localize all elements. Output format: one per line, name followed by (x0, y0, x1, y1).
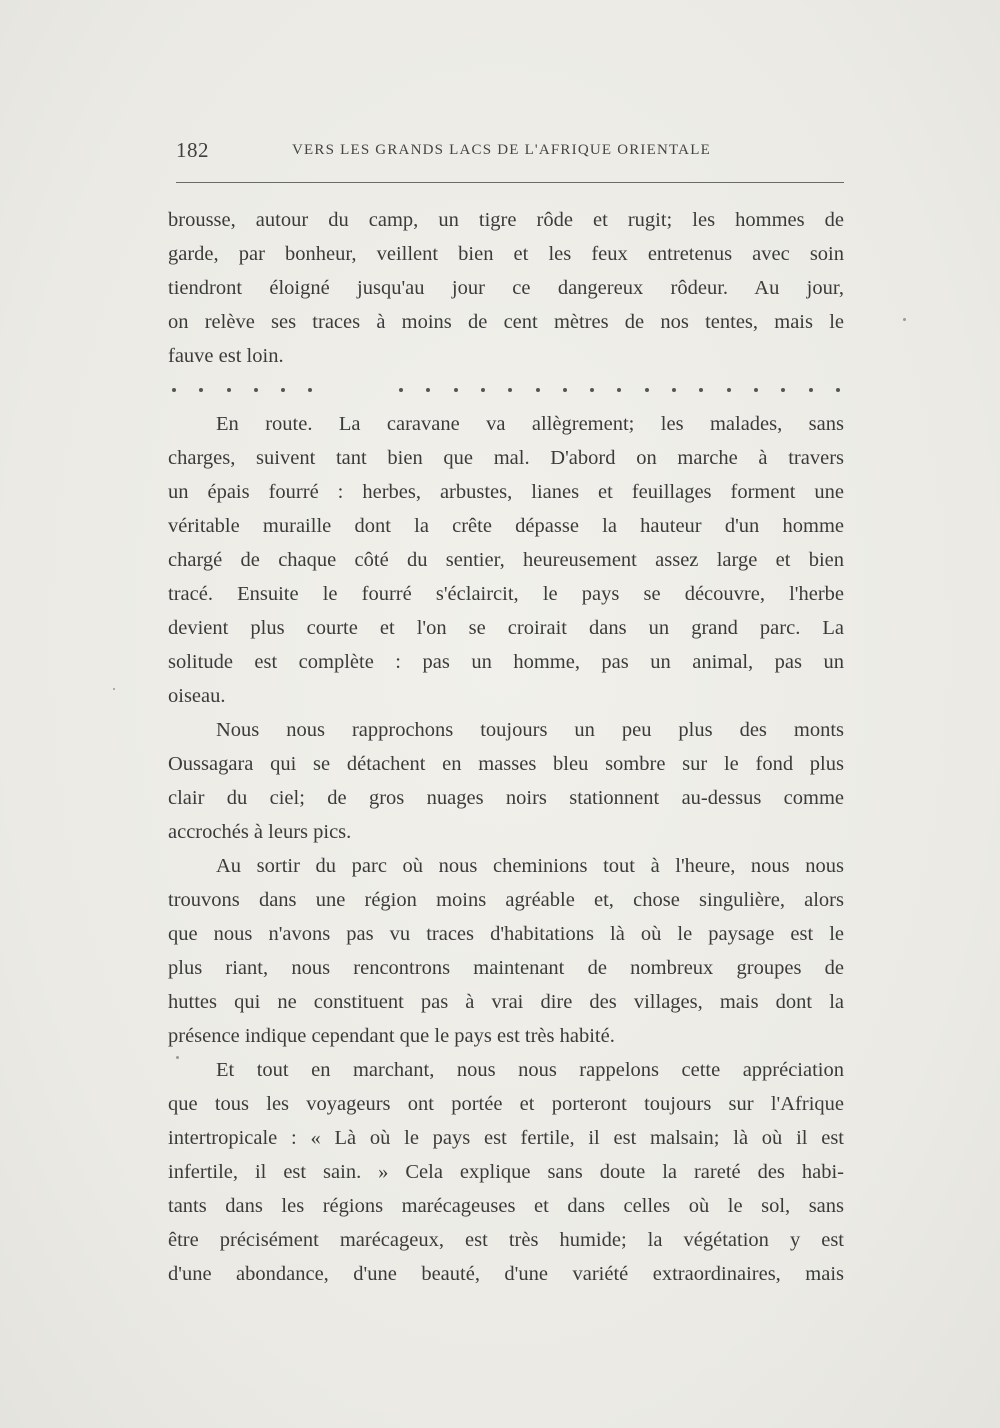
separator-dot (172, 388, 176, 392)
separator-dot (727, 388, 731, 392)
body-text (168, 203, 844, 1291)
text-line: que nous n'avons pas vu traces d'habitations là où le paysage est le (168, 923, 844, 945)
text-line: tracé. Ensuite le fourré s'éclaircit, le pays se découvre, l'herbe (168, 583, 844, 605)
text-line: huttes qui ne constituent pas à vrai dire des villages, mais dont la (168, 991, 844, 1013)
text-line: on relève ses traces à moins de cent mètres de nos tentes, mais le (168, 311, 844, 333)
text-line: oiseau. (168, 685, 226, 707)
separator-dot (563, 388, 567, 392)
text-line: solitude est complète : pas un homme, pas un animal, pas un (168, 651, 844, 673)
page-header (176, 138, 844, 168)
paper-speck (176, 1056, 179, 1059)
text-line: tiendront éloigné jusqu'au jour ce dangereux rôdeur. Au jour, (168, 277, 844, 299)
paragraph (168, 1053, 844, 1291)
paragraph (168, 713, 844, 849)
text-line: être précisément marécageux, est très humide; la végétation y est (168, 1229, 844, 1251)
text-line: Au sortir du parc où nous cheminions tout à l'heure, nous nous (216, 855, 844, 877)
text-line: accrochés à leurs pics. (168, 821, 352, 843)
separator-dot (781, 388, 785, 392)
text-line: En route. La caravane va allègrement; les malades, sans (216, 413, 844, 435)
separator-dot (699, 388, 703, 392)
separator-dot (672, 388, 676, 392)
text-line: véritable muraille dont la crête dépasse la hauteur d'un homme (168, 515, 844, 537)
separator-dot (645, 388, 649, 392)
separator-dot (227, 388, 231, 392)
paragraph (168, 849, 844, 1053)
separator-dot (281, 388, 285, 392)
separator-dot (399, 388, 403, 392)
text-line: Nous nous rapprochons toujours un peu plus des monts (216, 719, 844, 741)
paragraph (168, 203, 844, 373)
text-line: garde, par bonheur, veillent bien et les feux entretenus avec soin (168, 243, 844, 265)
text-line: plus riant, nous rencontrons maintenant de nombreux groupes de (168, 957, 844, 979)
separator-dot (590, 388, 594, 392)
paper-speck (113, 688, 115, 690)
text-line: infertile, il est sain. » Cela explique sans doute la rareté des habi- (168, 1161, 844, 1183)
text-line: Et tout en marchant, nous nous rappelons cette appréciation (216, 1059, 844, 1081)
separator-dot (809, 388, 813, 392)
paper-speck (903, 318, 906, 321)
text-line: clair du ciel; de gros nuages noirs stationnent au-dessus comme (168, 787, 844, 809)
text-line: un épais fourré : herbes, arbustes, lianes et feuillages forment une (168, 481, 844, 503)
text-line: fauve est loin. (168, 345, 284, 367)
dotted-separator (168, 373, 844, 407)
separator-dot (254, 388, 258, 392)
header-rule (176, 182, 844, 183)
text-line: charges, suivent tant bien que mal. D'abord on marche à travers (168, 447, 844, 469)
text-line: trouvons dans une région moins agréable et, chose singulière, alors (168, 889, 844, 911)
running-title: VERS LES GRANDS LACS DE L'AFRIQUE ORIENTALE (292, 142, 711, 158)
paragraph (168, 407, 844, 713)
text-line: d'une abondance, d'une beauté, d'une variété extraordinaires, mais (168, 1263, 844, 1285)
separator-dot (308, 388, 312, 392)
text-line: tants dans les régions marécageuses et dans celles où le sol, sans (168, 1195, 844, 1217)
separator-dot (426, 388, 430, 392)
separator-dot (454, 388, 458, 392)
text-line: intertropicale : « Là où le pays est fertile, il est malsain; là où il est (168, 1127, 844, 1149)
text-line: présence indique cependant que le pays est très habité. (168, 1025, 615, 1047)
separator-dot (199, 388, 203, 392)
page-number: 182 (176, 138, 209, 162)
text-line: devient plus courte et l'on se croirait dans un grand parc. La (168, 617, 844, 639)
separator-dot (754, 388, 758, 392)
separator-dot (481, 388, 485, 392)
text-line: brousse, autour du camp, un tigre rôde et rugit; les hommes de (168, 209, 844, 231)
separator-dot (508, 388, 512, 392)
separator-dot (836, 388, 840, 392)
text-line: que tous les voyageurs ont portée et porteront toujours sur l'Afrique (168, 1093, 844, 1115)
separator-dot (617, 388, 621, 392)
separator-dot (536, 388, 540, 392)
text-line: chargé de chaque côté du sentier, heureusement assez large et bien (168, 549, 844, 571)
text-line: Oussagara qui se détachent en masses bleu sombre sur le fond plus (168, 753, 844, 775)
